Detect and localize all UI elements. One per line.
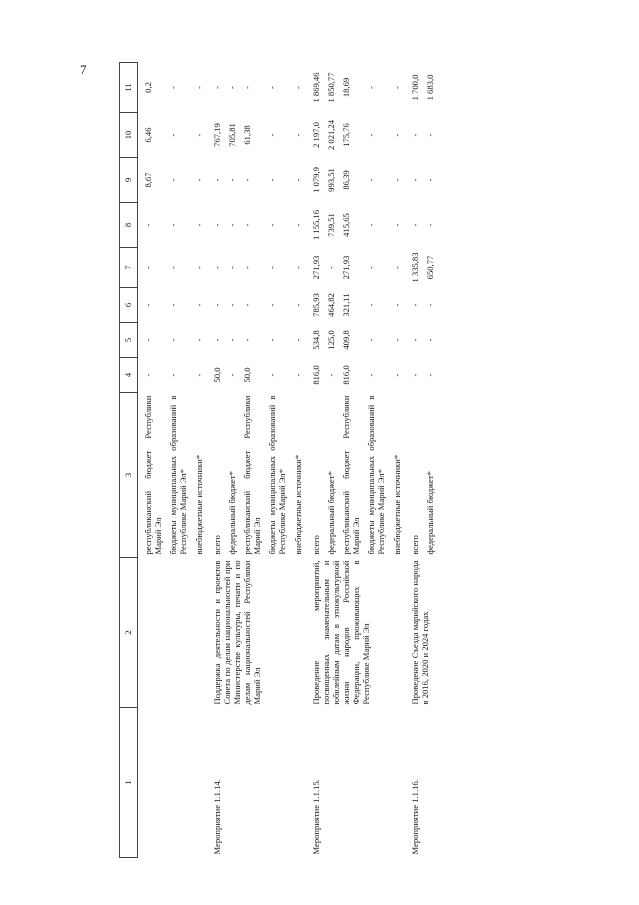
value-cell: 415,65	[340, 213, 351, 237]
value-cell: 6,46	[143, 127, 153, 143]
value-cell: -	[168, 178, 179, 182]
table-body	[138, 63, 438, 858]
measure-id-cell: Мероприятие 1.1.16.	[409, 779, 420, 855]
value-cell: -	[409, 373, 420, 377]
funding-source-cell: всего	[310, 535, 321, 555]
value-cell: -	[366, 373, 377, 377]
table-row	[405, 63, 423, 858]
column-header: 1	[120, 708, 138, 858]
value-cell: -	[424, 178, 435, 182]
value-cell: -	[226, 178, 237, 182]
value-cell: -	[391, 303, 402, 307]
column-header: 8	[120, 203, 138, 248]
value-cell: 1 079,9	[310, 167, 321, 193]
value-cell: -	[424, 133, 435, 137]
value-cell: -	[366, 223, 377, 227]
value-cell: -	[241, 266, 252, 269]
funding-source-cell: республиканский бюджет Республики Марий Эл	[340, 395, 362, 555]
value-cell: -	[409, 178, 420, 182]
value-cell: 816,0	[310, 365, 321, 385]
value-cell: -	[193, 303, 204, 307]
measure-description-cell: Проведение Съезда марийского народа в 2016, 2020 и 2024 годах	[409, 560, 430, 705]
value-cell: -	[226, 266, 237, 269]
value-cell: 464,82	[325, 293, 336, 317]
funding-source-cell: республиканский бюджет Республики Марий Эл	[143, 395, 164, 555]
value-cell: 534,8	[310, 330, 321, 350]
value-cell: -	[366, 266, 377, 269]
value-cell: -	[267, 223, 278, 227]
column-header: 4	[120, 358, 138, 393]
value-cell: -	[143, 373, 153, 377]
value-cell: -	[168, 266, 179, 269]
funding-source-cell: республиканский бюджет Республики Марий Эл	[241, 395, 263, 555]
table-row	[306, 63, 324, 858]
value-cell: -	[226, 86, 237, 89]
value-cell: -	[143, 303, 153, 307]
value-cell: 175,76	[340, 123, 351, 147]
value-cell: -	[193, 373, 204, 377]
measure-description-cell	[138, 558, 207, 708]
value-cell: -	[366, 133, 377, 137]
value-cell: -	[241, 223, 252, 227]
value-cell: -	[267, 338, 278, 342]
value-cell: 0,2	[143, 82, 153, 93]
value-cell: -	[241, 303, 252, 307]
value-cell: -	[366, 178, 377, 182]
value-cell: -	[193, 266, 204, 269]
value-cell: -	[226, 303, 237, 307]
value-cell: -	[168, 133, 179, 137]
value-cell: -	[391, 338, 402, 342]
column-header: 5	[120, 323, 138, 358]
value-cell: -	[267, 373, 278, 377]
measure-description-cell: Поддержка деятельности и проектов Совета по делам национальностей при Министерстве культуры, печати и по делам национальностей Республики Марий Эл	[211, 560, 263, 705]
value-cell: -	[292, 266, 303, 269]
value-cell: 1 155,16	[310, 209, 321, 241]
value-cell: -	[325, 373, 336, 377]
value-cell: -	[193, 178, 204, 182]
value-cell: 650,77	[424, 255, 435, 280]
value-cell: 1 869,46	[310, 72, 321, 103]
column-header: 9	[120, 158, 138, 203]
value-cell: 1 700,0	[409, 74, 420, 101]
value-cell: -	[424, 338, 435, 342]
value-cell: 2 197,0	[310, 122, 321, 148]
value-cell: -	[143, 338, 153, 342]
column-header: 10	[120, 113, 138, 158]
value-cell: 739,51	[325, 213, 336, 237]
value-cell: 86,39	[340, 170, 351, 190]
value-cell: -	[267, 178, 278, 182]
value-cell: -	[325, 266, 336, 269]
value-cell: -	[292, 178, 303, 182]
value-cell: -	[211, 86, 222, 89]
value-cell: -	[424, 373, 435, 377]
value-cell: -	[292, 373, 303, 377]
value-cell: -	[391, 266, 402, 269]
funding-source-cell: бюджеты муниципальных образований в Республике Марий Эл*	[267, 395, 288, 555]
value-cell: -	[226, 373, 237, 377]
value-cell: -	[211, 223, 222, 227]
funding-source-cell: внебюджетные источники*	[292, 454, 303, 555]
value-cell: -	[292, 223, 303, 227]
value-cell: -	[391, 373, 402, 377]
measure-id-cell: Мероприятие 1.1.14.	[211, 779, 222, 855]
value-cell: 50,0	[241, 367, 252, 383]
value-cell: 1 850,77	[325, 72, 336, 103]
value-cell: -	[241, 86, 252, 89]
table-header-row	[120, 63, 138, 858]
value-cell: -	[211, 303, 222, 307]
value-cell: 785,93	[310, 293, 321, 317]
column-header: 6	[120, 288, 138, 323]
value-cell: 321,11	[340, 293, 351, 317]
funding-source-cell: всего	[409, 535, 420, 555]
funding-source-cell: федеральный бюджет*	[226, 471, 237, 555]
measure-description-cell: Проведение мероприятий, посвященных знаменательным и юбилейным датам в этнокультурной жизни народов Российской Федерации, проживающих в Республике Марий Эл	[310, 560, 372, 705]
value-cell: 1 335,83	[409, 252, 420, 283]
funding-source-cell: бюджеты муниципальных образований в Республике Марий Эл*	[168, 395, 189, 555]
value-cell: 271,93	[340, 255, 351, 280]
column-header: 2	[120, 558, 138, 708]
funding-source-cell: федеральный бюджет*	[424, 471, 435, 555]
value-cell: -	[409, 133, 420, 137]
value-cell: -	[267, 86, 278, 89]
value-cell: 2 021,24	[325, 119, 336, 151]
value-cell: -	[168, 223, 179, 227]
value-cell: -	[292, 338, 303, 342]
column-header: 7	[120, 248, 138, 288]
value-cell: 409,8	[340, 330, 351, 350]
value-cell: 18,69	[340, 77, 351, 98]
value-cell: -	[193, 223, 204, 227]
funding-source-cell: внебюджетные источники*	[193, 454, 204, 555]
page-number: 7	[80, 62, 87, 77]
value-cell: -	[292, 86, 303, 89]
value-cell: -	[391, 133, 402, 137]
value-cell: 125,0	[325, 330, 336, 350]
value-cell: -	[211, 338, 222, 342]
value-cell: -	[211, 178, 222, 182]
table-row	[138, 63, 167, 858]
value-cell: 816,0	[340, 365, 351, 385]
measure-id-cell	[138, 708, 207, 858]
value-cell: -	[391, 178, 402, 182]
value-cell: -	[366, 86, 377, 89]
table-row	[207, 63, 225, 858]
value-cell: 8,67	[143, 172, 153, 188]
value-cell: -	[292, 133, 303, 137]
value-cell: -	[366, 303, 377, 307]
value-cell: -	[226, 223, 237, 227]
value-cell: -	[168, 338, 179, 342]
value-cell: -	[143, 223, 153, 227]
value-cell: -	[193, 86, 204, 89]
value-cell: 993,51	[325, 168, 336, 192]
value-cell: -	[267, 266, 278, 269]
rotated-funding-table	[119, 63, 599, 858]
value-cell: 705,81	[226, 123, 237, 147]
value-cell: -	[193, 338, 204, 342]
value-cell: 271,93	[310, 255, 321, 280]
value-cell: 767,19	[211, 123, 222, 147]
funding-source-cell: бюджеты муниципальных образований в Республике Марий Эл*	[366, 395, 387, 555]
value-cell: -	[211, 266, 222, 269]
value-cell: -	[409, 303, 420, 307]
value-cell: -	[292, 303, 303, 307]
value-cell: -	[241, 178, 252, 182]
value-cell: -	[193, 133, 204, 137]
measure-id-cell: Мероприятие 1.1.15.	[310, 779, 321, 855]
funding-source-cell: всего	[211, 535, 222, 555]
value-cell: -	[409, 223, 420, 227]
value-cell: -	[409, 338, 420, 342]
value-cell: -	[391, 86, 402, 89]
funding-table	[119, 62, 438, 858]
value-cell: -	[226, 338, 237, 342]
value-cell: -	[267, 303, 278, 307]
funding-source-cell: внебюджетные источники*	[391, 454, 402, 555]
column-header: 11	[120, 63, 138, 113]
funding-source-cell: федеральный бюджет*	[325, 471, 336, 555]
value-cell: 50,0	[211, 367, 222, 383]
value-cell: -	[168, 373, 179, 377]
value-cell: -	[424, 303, 435, 307]
value-cell: -	[366, 338, 377, 342]
value-cell: -	[143, 266, 153, 269]
value-cell: -	[391, 223, 402, 227]
value-cell: -	[168, 303, 179, 307]
value-cell: -	[267, 133, 278, 137]
column-header: 3	[120, 393, 138, 558]
value-cell: -	[424, 223, 435, 227]
value-cell: -	[241, 338, 252, 342]
value-cell: -	[168, 86, 179, 89]
value-cell: 61,38	[241, 125, 252, 145]
value-cell: 1 683,0	[424, 74, 435, 101]
